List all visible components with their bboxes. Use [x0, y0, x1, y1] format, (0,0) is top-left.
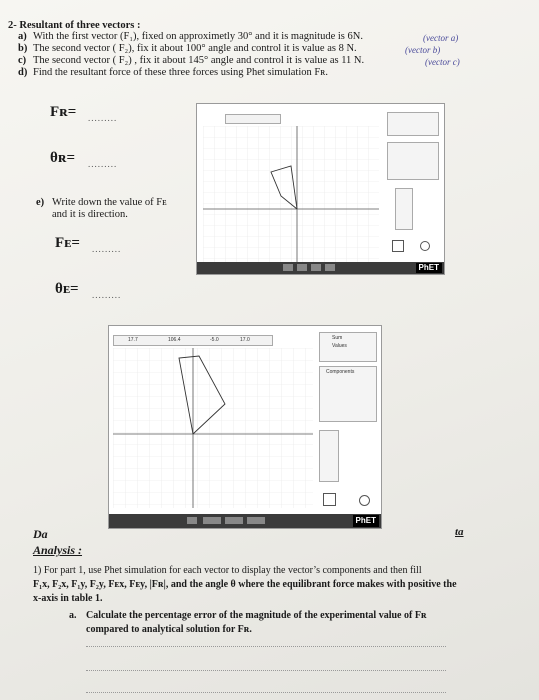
section-heading: 2- Resultant of three vectors : [8, 20, 141, 31]
reset-icon[interactable] [359, 495, 370, 506]
nav-screen-2[interactable] [225, 517, 243, 524]
values-option-label: Values [332, 343, 347, 349]
nav-screen-1[interactable] [297, 264, 307, 271]
task-a-line-1: Calculate the percentage error of the magnitude of the experimental value of Fʀ [86, 610, 427, 621]
item-marker: d) [18, 67, 28, 78]
item-marker: c) [18, 55, 27, 66]
nav-home-icon[interactable] [187, 517, 197, 524]
phet-simulation-2 [108, 325, 382, 529]
item-marker: a) [18, 31, 27, 42]
analysis-line-3: x-axis in table 1. [33, 593, 103, 604]
item-text: The second vector ( F₂) , fix it about 145° angle and control it is value as 11 N. [33, 55, 365, 66]
theta-r-label: θʀ= [50, 150, 75, 166]
readout-y: 17.0 [240, 337, 250, 343]
theta-e-dots: ......... [92, 290, 122, 300]
vector-grid-2 [113, 348, 313, 508]
nav-screen-2[interactable] [311, 264, 321, 271]
vector-grid-1 [203, 126, 379, 264]
eraser-icon[interactable] [323, 493, 336, 506]
fe-dots: ......... [92, 244, 122, 254]
item-text: Find the resultant force of these three forces using Phet simulation Fʀ. [33, 67, 328, 78]
phet-simulation-1 [196, 103, 445, 275]
answer-line [86, 646, 446, 647]
item-note: (vector c) [425, 57, 460, 67]
reset-icon[interactable] [420, 241, 430, 251]
nav-home-icon[interactable] [283, 264, 293, 271]
nav-screen-3[interactable] [247, 517, 265, 524]
fr-dots: ......... [88, 113, 118, 123]
readout-magnitude: 17.7 [128, 337, 138, 343]
vector-readout-bar [113, 335, 273, 346]
components-label: Components [326, 369, 355, 375]
eraser-icon[interactable] [392, 240, 404, 252]
item-e-line2: and it is direction. [52, 209, 128, 220]
nav-screen-1[interactable] [203, 517, 221, 524]
item-text: With the first vector (F₁), fixed on approximetly 30° and it is magnitude is 6N. [33, 31, 363, 42]
item-note: (vector a) [423, 33, 459, 43]
analysis-line-2: F₁x, F₂x, F₁y, F₂y, Fᴇx, Fᴇy, |Fʀ|, and the angle θ where the equilibrant force makes with positive the [33, 579, 457, 590]
fe-label: Fᴇ= [55, 235, 80, 251]
data-label: Da [33, 527, 48, 541]
readout-x: -5.0 [210, 337, 219, 343]
nav-screen-3[interactable] [325, 264, 335, 271]
answer-line [86, 692, 446, 693]
components-panel [319, 366, 377, 422]
item-marker: b) [18, 43, 28, 54]
components-panel [387, 142, 439, 180]
item-e-line1: Write down the value of Fᴇ [52, 197, 167, 208]
vector-bin [395, 188, 413, 230]
sum-option-label: Sum [332, 335, 343, 341]
item-e-marker: e) [36, 197, 45, 208]
theta-r-dots: ......... [88, 159, 118, 169]
analysis-line-1: 1) For part 1, use Phet simulation for each vector to display the vector’s components and then fill [33, 565, 422, 576]
phet-logo: PhET [353, 515, 379, 527]
margin-note: ta [455, 526, 464, 538]
answer-line [86, 670, 446, 671]
sum-readout-bar [225, 114, 281, 124]
vector-bin [319, 430, 339, 482]
display-options-panel [387, 112, 439, 136]
task-a-marker: a. [69, 610, 77, 621]
sim-navbar [109, 514, 381, 528]
item-text: The second vector ( F₂), fix it about 100° angle and control it is value as 8 N. [33, 43, 357, 54]
readout-angle: 106.4 [168, 337, 181, 343]
phet-logo: PhET [416, 263, 442, 273]
theta-e-label: θᴇ= [55, 281, 79, 297]
display-options-panel [319, 332, 377, 362]
task-a-line-2: compared to analytical solution for Fʀ. [86, 624, 252, 635]
item-note: (vector b) [405, 45, 441, 55]
sim-navbar [197, 262, 444, 274]
fr-label: Fʀ= [50, 104, 77, 120]
analysis-heading: Analysis : [33, 543, 83, 557]
